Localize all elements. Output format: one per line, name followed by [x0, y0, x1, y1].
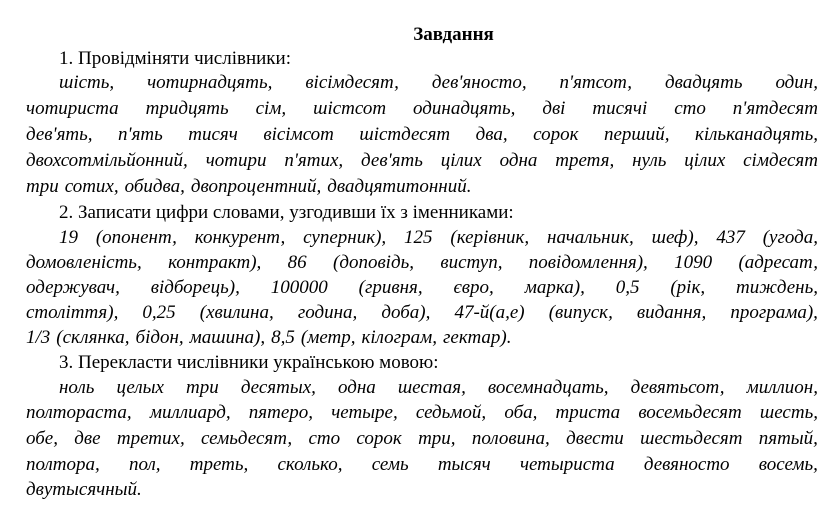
word: целых — [116, 377, 164, 398]
word: ноль — [59, 377, 95, 398]
word: сорок — [533, 124, 579, 145]
word: один, — [775, 72, 818, 93]
word: одержувач, — [26, 277, 120, 298]
word: три — [186, 377, 219, 398]
word: тиждень, — [736, 277, 818, 298]
word: століття), — [26, 302, 119, 323]
task-3-line-5 — [26, 478, 818, 502]
word: двести — [566, 428, 624, 449]
word: повідомлення), — [528, 252, 648, 273]
word: десятых, — [240, 377, 316, 398]
word: 19 — [59, 227, 78, 248]
word: 86 — [287, 252, 307, 273]
word: два, — [475, 124, 508, 145]
task-2-line-1 — [59, 226, 818, 250]
word: сімдесят — [743, 150, 818, 171]
word: 1090 — [674, 252, 713, 273]
word: сім, — [255, 98, 287, 119]
task-1-line-3 — [26, 123, 818, 147]
word: 125 — [404, 227, 433, 248]
word: семьдесят, — [201, 428, 293, 449]
word: чотириста — [26, 98, 119, 119]
word: (угода, — [762, 227, 818, 248]
word: перший, — [603, 124, 670, 145]
word: 47-й(а,е) — [454, 302, 525, 323]
word: тисячі — [592, 98, 648, 119]
word: п'ятсот, — [559, 72, 633, 93]
word: відборець), — [150, 277, 240, 298]
word: триста — [555, 402, 621, 423]
word: двадцятитонний. — [327, 176, 472, 197]
word: (адресат, — [738, 252, 818, 273]
word: сто — [308, 428, 341, 449]
word: три — [26, 176, 59, 197]
word: дев'ять — [361, 150, 423, 171]
word: дев'ять, — [26, 124, 93, 145]
word: девяносто — [643, 454, 730, 475]
word: восемь, — [758, 454, 818, 475]
word: чотирнадцять, — [147, 72, 273, 93]
word: 8,5 — [271, 327, 295, 348]
word: двопроцентний, — [190, 176, 322, 197]
word: бідон, — [135, 327, 184, 348]
word: (керівник, — [450, 227, 530, 248]
word: (метр, — [300, 327, 356, 348]
word: сколько, — [277, 454, 343, 475]
task-2-line-2 — [26, 251, 818, 275]
word: 0,5 — [615, 277, 640, 298]
word: девятьсот, — [630, 377, 725, 398]
word: (хвилина, — [199, 302, 274, 323]
word: треть, — [189, 454, 249, 475]
word: цілих — [684, 150, 726, 171]
word: домовленість, — [26, 252, 142, 273]
word: обе, — [26, 428, 58, 449]
word: сто — [674, 98, 706, 119]
word: п'ять — [118, 124, 163, 145]
word: цілих — [440, 150, 482, 171]
task-3-line-3 — [26, 427, 818, 451]
word: три, — [418, 428, 456, 449]
word: машина), — [189, 327, 266, 348]
word: виступ, — [440, 252, 503, 273]
word: сорок — [356, 428, 402, 449]
word: 100000 — [270, 277, 328, 298]
task-1-line-4 — [26, 149, 818, 173]
word: миллион, — [746, 377, 818, 398]
word: вісімдесят, — [305, 72, 399, 93]
word: чотири — [205, 150, 267, 171]
word: (опонент, — [95, 227, 177, 248]
word: видання, — [636, 302, 707, 323]
word: година, — [297, 302, 358, 323]
task-2-line-3 — [26, 276, 818, 300]
word: доба), — [381, 302, 431, 323]
task-3-line-4 — [26, 453, 818, 477]
word: шестая, — [397, 377, 466, 398]
word: п'ятих, — [284, 150, 344, 171]
word: миллиард, — [149, 402, 231, 423]
word: шестьдесят — [640, 428, 743, 449]
word: восемнадцать, — [487, 377, 609, 398]
word: пятеро, — [248, 402, 314, 423]
word: половина, — [471, 428, 550, 449]
task-3-line-1 — [59, 376, 818, 400]
word: конкурент, — [194, 227, 286, 248]
word: гектар). — [442, 327, 512, 348]
word: двохсотмільйонний, — [26, 150, 188, 171]
word: двадцять — [664, 72, 743, 93]
word: третих, — [116, 428, 185, 449]
word: две — [74, 428, 101, 449]
word: двутысячный. — [26, 479, 142, 500]
word: тысяч — [437, 454, 491, 475]
word: 0,25 — [142, 302, 176, 323]
word: шістдесят — [359, 124, 451, 145]
word: начальник, — [547, 227, 634, 248]
word: пол, — [129, 454, 161, 475]
word: (випуск, — [548, 302, 613, 323]
word: тисяч — [188, 124, 238, 145]
word: шесть, — [759, 402, 818, 423]
task-1-line-2 — [26, 97, 818, 121]
word: суперник), — [303, 227, 387, 248]
word: третя, — [555, 150, 615, 171]
word: (доповідь, — [333, 252, 414, 273]
word: дві — [542, 98, 566, 119]
word: дев'яносто, — [431, 72, 527, 93]
word: обидва, — [124, 176, 185, 197]
word: шість, — [59, 72, 115, 93]
word: одна — [499, 150, 538, 171]
word: оба, — [504, 402, 538, 423]
word: сотих, — [64, 176, 119, 197]
word: семь — [371, 454, 409, 475]
word: 437 — [716, 227, 745, 248]
word: вісімсот — [263, 124, 334, 145]
word: марка), — [524, 277, 585, 298]
word: євро, — [453, 277, 494, 298]
document-title: Завдання — [413, 24, 494, 45]
task-1-heading: 1. Провідміняти числівники: — [59, 48, 291, 69]
word: пятый, — [758, 428, 818, 449]
word: (гривня, — [358, 277, 423, 298]
word: полтора, — [26, 454, 100, 475]
word: 1/3 — [26, 327, 51, 348]
task-3-heading: 3. Перекласти числівники українською мовою: — [59, 352, 439, 373]
word: програма), — [730, 302, 818, 323]
task-2-line-5 — [26, 326, 818, 350]
word: восемьдесят — [638, 402, 742, 423]
task-3-line-2 — [26, 401, 818, 425]
word: четыре, — [331, 402, 398, 423]
task-2-heading: 2. Записати цифри словами, узгодивши їх з іменниками: — [59, 202, 514, 223]
word: п'ятдесят — [732, 98, 818, 119]
word: кільканадцять, — [694, 124, 818, 145]
word: кілограм, — [361, 327, 437, 348]
word: шеф), — [651, 227, 699, 248]
task-2-line-4 — [26, 301, 818, 325]
task-1-line-1 — [59, 71, 818, 95]
word: одинадцять, — [413, 98, 516, 119]
word: полтораста, — [26, 402, 132, 423]
word: (склянка, — [56, 327, 130, 348]
word: (рік, — [670, 277, 706, 298]
word: четыриста — [519, 454, 615, 475]
word: тридцять — [145, 98, 229, 119]
word: контракт), — [168, 252, 262, 273]
task-1-line-5 — [26, 175, 818, 199]
word: нуль — [632, 150, 667, 171]
word: одна — [337, 377, 376, 398]
word: шістсот — [313, 98, 387, 119]
word: седьмой, — [415, 402, 487, 423]
